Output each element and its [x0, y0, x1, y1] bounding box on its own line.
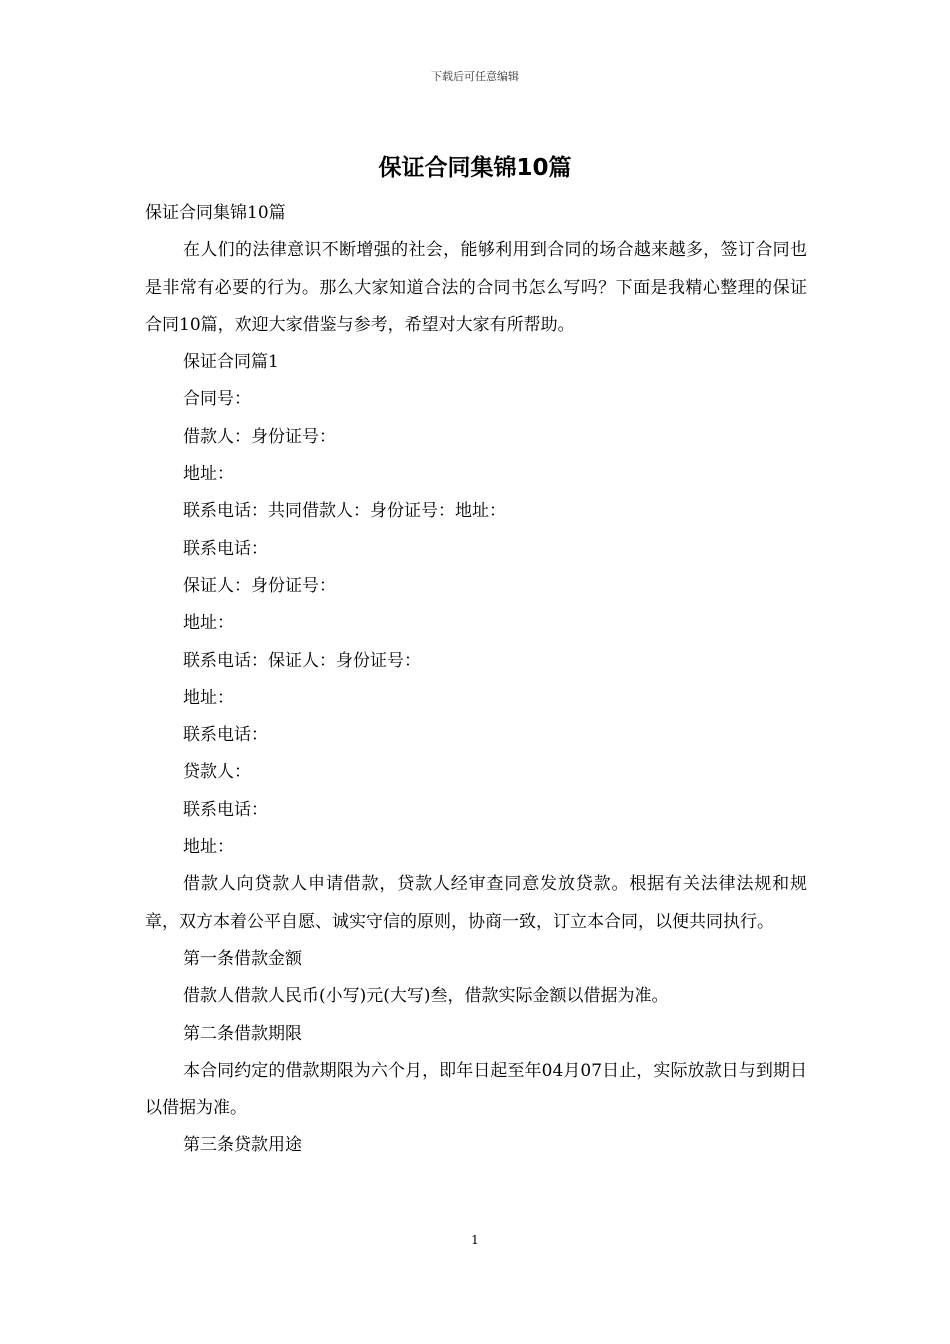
- paragraph-phone: 联系电话：: [183, 538, 268, 559]
- document-title: 保证合同集锦10篇: [378, 155, 572, 181]
- paragraph-address: 地址：: [183, 687, 234, 708]
- paragraph-article-2-body: 本合同约定的借款期限为六个月，即年日起至年04月07日止，实际放款日与到期日以借据为准。: [145, 1060, 807, 1119]
- paragraph-lender: 贷款人：: [183, 762, 251, 783]
- paragraph-address: 地址：: [183, 464, 234, 485]
- header-note: 下载后可任意编辑: [431, 70, 519, 83]
- paragraph-guarantor: 保证人：身份证号：: [183, 575, 336, 596]
- paragraph-address: 地址：: [183, 837, 234, 858]
- paragraph-section-heading: 保证合同篇1: [183, 352, 279, 373]
- paragraph-intro: 在人们的法律意识不断增强的社会，能够利用到合同的场合越来越多，签订合同也是非常有必要的行为。那么大家知道合法的合同书怎么写吗？下面是我精心整理的保证合同10篇，欢迎大家借鉴与参考，希望对大家有所帮助。: [145, 240, 807, 335]
- paragraph-contract-number: 合同号：: [183, 389, 251, 410]
- paragraph-article-3-heading: 第三条贷款用途: [183, 1135, 302, 1156]
- paragraph-address: 地址：: [183, 613, 234, 634]
- page-number: 1: [471, 1233, 479, 1247]
- paragraph-phone: 联系电话：: [183, 799, 268, 820]
- paragraph-subtitle: 保证合同集锦10篇: [145, 203, 286, 223]
- paragraph-phone-guarantor: 联系电话：保证人：身份证号：: [183, 650, 421, 671]
- paragraph-article-2-heading: 第二条借款期限: [183, 1023, 302, 1044]
- paragraph-article-1-body: 借款人借款人民币(小写)元(大写)叁，借款实际金额以借据为准。: [183, 986, 669, 1007]
- document-body: [145, 195, 807, 1165]
- paragraph-loan-application: 借款人向贷款人申请借款，贷款人经审查同意发放贷款。根据有关法律法规和规章，双方本着公平自愿、诚实守信的原则，协商一致，订立本合同，以便共同执行。: [145, 874, 807, 932]
- paragraph-borrower: 借款人：身份证号：: [183, 426, 336, 447]
- paragraph-article-1-heading: 第一条借款金额: [183, 948, 302, 969]
- paragraph-phone: 联系电话：: [183, 725, 268, 746]
- paragraph-phone-co-borrower: 联系电话：共同借款人：身份证号：地址：: [183, 501, 506, 522]
